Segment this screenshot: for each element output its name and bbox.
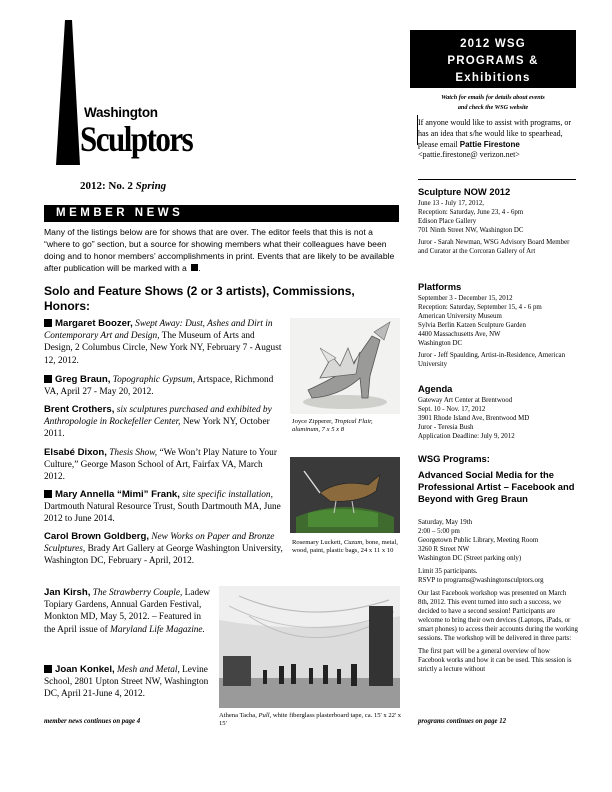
- marker-square-icon: [44, 665, 52, 673]
- entry-crothers: Brent Crothers, six sculptures purchased and exhibited by Anthropologie in Rockefeller Center, New York NY, October 2011.: [44, 404, 272, 440]
- logo-washington: Washington: [84, 105, 158, 120]
- entry-konkel: Joan Konkel, Mesh and Metal, Levine School, 2801 Upton Street NW, Washington DC, April 21-June 4, 2012.: [44, 664, 209, 700]
- entry-boozer: Margaret Boozer, Swept Away: Dust, Ashes and Dirt in Contemporary Art and Design, The Museum of Arts and Design, 2 Columbus Circle, New York NY, February 7 - August 12, 2012.: [44, 318, 282, 366]
- section-heading: Solo and Feature Shows (2 or 3 artists), Commissions, Honors:: [44, 284, 355, 313]
- heading-sculpture-now: Sculpture NOW 2012: [418, 186, 511, 197]
- marker-square-icon: [44, 375, 52, 383]
- entry-kirsh: Jan Kirsh, The Strawberry Couple, Ladew Topiary Gardens, Annual Garden Festival, Monkton MD, May 5, 2012. – Featured in the April issue of Maryland Life Magazine.: [44, 587, 210, 635]
- programs-continued: programs continues on page 12: [418, 718, 506, 725]
- entry-goldberg: Carol Brown Goldberg, New Works on Paper and Bronze Sculptures, Brady Art Gallery at George Washington University, Washington DC, February - April, 2012.: [44, 531, 283, 567]
- program-details: Saturday, May 19th 2:00 – 5:00 pm Georgetown Public Library, Meeting Room 3260 R Street NW Washington DC (Street parking only) Limit 35 participants. RSVP to programs@washingtonsculptors.org Our last Facebook workshop was presented on March 8th, 2012. This event turned into such a success, we decided to have a second session! Participants are welcome to bring their own devices (Laptops, iPads, or smart phones) to access their accounts during the working sessions. The workshop will be delivered in three parts: The first part will be a general overview of how Facebook works and how it can be used. This session is strictly a lecture without: [418, 519, 578, 673]
- assist-note: If anyone would like to assist with programs, or has an idea that s/he would like to spearhead, please email Pattie Firestone <pattie.firestone@ verizon.net>: [418, 118, 572, 160]
- entry-dixon: Elsabé Dixon, Thesis Show, “We Won’t Play Nature to Your Culture,” George Mason School of Art, Fairfax VA, March 2012.: [44, 447, 277, 483]
- masthead-logo: [40, 20, 200, 180]
- sculpture-now-details: June 13 - July 17, 2012, Reception: Saturday, June 23, 4 - 6pm Edison Place Gallery 701 Ninth Street NW, Washington DC Juror - Sarah Newman, WSG Advisory Board Member and Curator at the Corcoran Gallery of Art: [418, 200, 570, 255]
- caption-pull: Athena Tacha, Pull, white fiberglass plasterboard tape, ca. 15' x 22' x 15': [219, 712, 402, 728]
- member-news-banner: MEMBER NEWS: [44, 205, 399, 222]
- watch-note: Watch for emails for details about events and check the WSG website: [441, 94, 545, 111]
- entry-frank: Mary Annella “Mimi” Frank, site specific installation, Dartmouth Natural Resource Trust, South Dartmouth MA, June 2012 to June 2014.: [44, 489, 281, 525]
- heading-agenda: Agenda: [418, 383, 453, 394]
- platforms-details: September 3 - December 15, 2012 Reception: Saturday, September 15, 4 - 6 pm American University Museum Sylvia Berlin Katzen Sculpture Garden 4400 Massachusetts Ave, NW Washington DC Juror - Jeff Spaulding, Artist-in-Residence, American University: [418, 295, 566, 368]
- logo-sculptors: Sculptors: [80, 118, 193, 160]
- divider: [418, 179, 576, 180]
- heading-platforms: Platforms: [418, 281, 462, 292]
- caption-tropical-flair: Joyce Zipperer, Tropical Flair, aluminum, 7 x 5 x 8: [292, 418, 373, 434]
- marker-square-icon: [44, 319, 52, 327]
- photo-cuzum: [290, 457, 400, 533]
- heading-wsg-programs: WSG Programs:: [418, 453, 490, 464]
- photo-pull-installation: [219, 586, 400, 708]
- member-news-continued: member news continues on page 4: [44, 718, 141, 725]
- caption-cuzum: Rosemary Luckett, Cuzum, bone, metal, wood, paint, plastic bags, 24 x 11 x 10: [292, 539, 398, 555]
- program-title: Advanced Social Media for the Professional Artist – Facebook and Beyond with Greg Braun: [418, 469, 575, 504]
- agenda-details: Gateway Art Center at Brentwood Sept. 10 - Nov. 17, 2012 3901 Rhode Island Ave, Brentwood MD Juror - Teresia Bush Application Deadline: July 9, 2012: [418, 397, 530, 440]
- member-news-intro: Many of the listings below are for shows that are over. The editor feels that this is not a “where to go” section, but a source for showing members what their colleagues have been doing and to honor members’ accomplishments in print. Events that are likely to be available after publication will be marked with a .: [44, 227, 395, 273]
- issue-label: 2012: No. 2 Spring: [80, 180, 167, 192]
- marker-square-icon: [44, 490, 52, 498]
- programs-banner: 2012 WSG PROGRAMS & Exhibitions: [410, 30, 576, 88]
- entry-braun: Greg Braun, Topographic Gypsum, Artspace, Richmond VA, April 27 - May 20, 2012.: [44, 374, 274, 398]
- photo-tropical-flair: [290, 318, 400, 414]
